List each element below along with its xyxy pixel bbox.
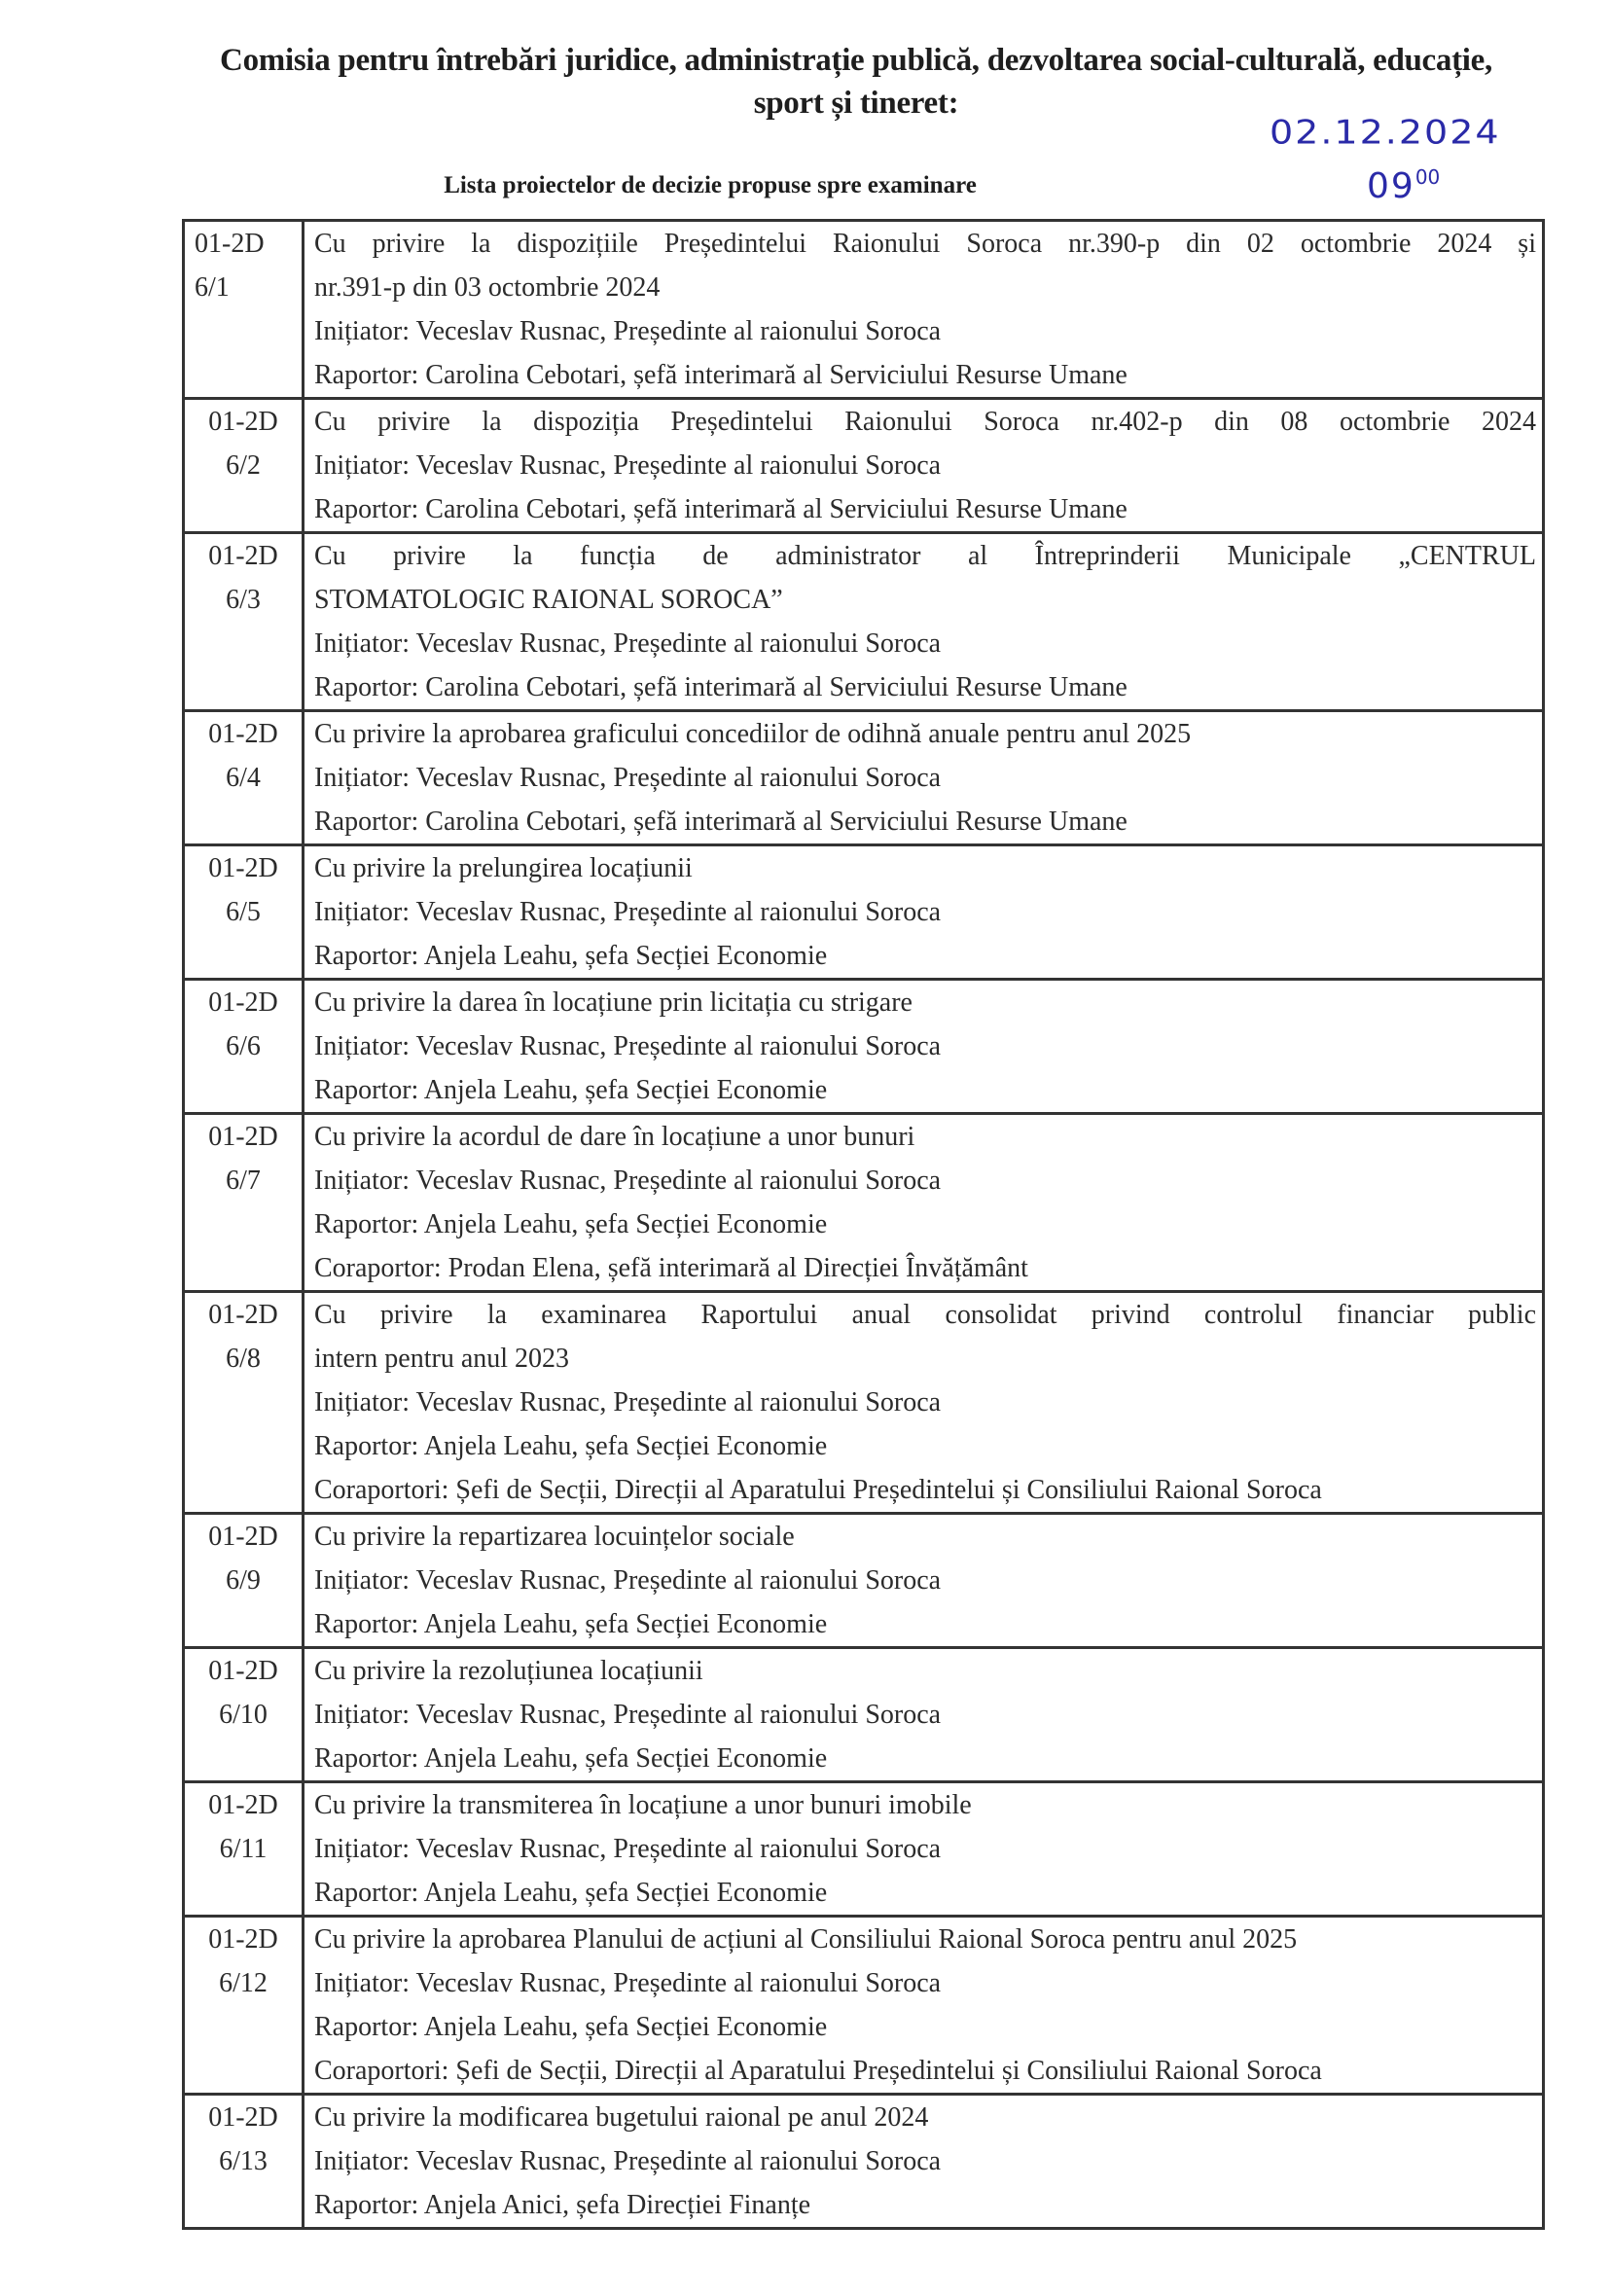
project-number: 6/4 bbox=[226, 763, 261, 793]
handwritten-time bbox=[1367, 165, 1440, 206]
project-code-cell bbox=[184, 533, 304, 711]
project-code: 01-2D bbox=[208, 1122, 278, 1152]
rapporteur-line: Raportor: Anjela Leahu, șefa Secției Economie bbox=[314, 1209, 828, 1239]
project-code: 01-2D bbox=[208, 719, 278, 749]
handwritten-time-hour: 09 bbox=[1367, 166, 1415, 206]
initiator-line: Inițiator: Veceslav Rusnac, Președinte al raionului Soroca bbox=[314, 1834, 942, 1864]
project-code: 01-2D bbox=[208, 1522, 278, 1552]
project-title-line: Cu privire la examinarea Raportului anual consolidat privind controlul financiar public bbox=[314, 1300, 1536, 1330]
project-title-line: Cu privire la transmiterea în locațiune a unor bunuri imobile bbox=[314, 1790, 972, 1820]
table-row bbox=[184, 845, 1544, 980]
project-code-cell bbox=[184, 1782, 304, 1917]
project-code-cell bbox=[184, 1648, 304, 1782]
project-code-cell bbox=[184, 711, 304, 845]
project-description-cell bbox=[304, 1514, 1544, 1648]
project-code: 01-2D bbox=[208, 1656, 278, 1686]
project-title-line: Cu privire la prelungirea locațiunii bbox=[314, 853, 693, 883]
project-code-cell bbox=[184, 399, 304, 533]
co-rapporteur-line: Coraportori: Șefi de Secții, Direcții al Aparatului Președintelui și Consiliului Raional Soroca bbox=[314, 2056, 1322, 2086]
rapporteur-line: Raportor: Anjela Leahu, șefa Secției Economie bbox=[314, 1878, 828, 1908]
co-rapporteur-line: Coraportori: Șefi de Secții, Direcții al Aparatului Președintelui și Consiliului Raional Soroca bbox=[314, 1475, 1322, 1505]
project-title-line: Cu privire la aprobarea graficului concediilor de odihnă anuale pentru anul 2025 bbox=[314, 719, 1192, 749]
project-number: 6/1 bbox=[195, 272, 230, 303]
initiator-line: Inițiator: Veceslav Rusnac, Președinte al raionului Soroca bbox=[314, 1968, 942, 1998]
table-row bbox=[184, 221, 1544, 399]
table-row bbox=[184, 2095, 1544, 2229]
project-code-cell bbox=[184, 1292, 304, 1514]
initiator-line: Inițiator: Veceslav Rusnac, Președinte al raionului Soroca bbox=[314, 1565, 942, 1596]
project-number: 6/7 bbox=[226, 1166, 261, 1196]
project-code-cell bbox=[184, 845, 304, 980]
project-description-cell bbox=[304, 1648, 1544, 1782]
initiator-line: Inițiator: Veceslav Rusnac, Președinte al raionului Soroca bbox=[314, 450, 942, 481]
project-description-cell bbox=[304, 1114, 1544, 1292]
project-description-cell bbox=[304, 533, 1544, 711]
project-code: 01-2D bbox=[208, 407, 278, 437]
project-title-line: Cu privire la modificarea bugetului raional pe anul 2024 bbox=[314, 2102, 929, 2133]
project-code-cell bbox=[184, 1917, 304, 2095]
agenda-table-body bbox=[184, 221, 1544, 2229]
project-title-line: Cu privire la repartizarea locuințelor sociale bbox=[314, 1522, 795, 1552]
project-code: 01-2D bbox=[208, 1790, 278, 1820]
project-description-cell bbox=[304, 1782, 1544, 1917]
project-code-cell bbox=[184, 1514, 304, 1648]
rapporteur-line: Raportor: Anjela Anici, șefa Direcției Finanțe bbox=[314, 2190, 811, 2220]
project-number: 6/3 bbox=[226, 585, 261, 615]
project-code-cell bbox=[184, 1114, 304, 1292]
project-code: 01-2D bbox=[208, 541, 278, 571]
project-code: 01-2D bbox=[208, 2102, 278, 2133]
commission-title: Comisia pentru întrebări juridice, administrație publică, dezvoltarea social-culturală, educație, sport și tineret: bbox=[220, 43, 1492, 121]
project-code: 01-2D bbox=[208, 853, 278, 883]
project-description-cell bbox=[304, 1292, 1544, 1514]
project-description-cell bbox=[304, 980, 1544, 1114]
initiator-line: Inițiator: Veceslav Rusnac, Președinte al raionului Soroca bbox=[314, 1031, 942, 1061]
project-title-line: nr.391-p din 03 octombrie 2024 bbox=[314, 272, 661, 303]
project-description-cell bbox=[304, 2095, 1544, 2229]
initiator-line: Inițiator: Veceslav Rusnac, Președinte al raionului Soroca bbox=[314, 1166, 942, 1196]
project-title-line: Cu privire la darea în locațiune prin licitația cu strigare bbox=[314, 987, 913, 1018]
project-number: 6/5 bbox=[226, 897, 261, 927]
project-number: 6/8 bbox=[226, 1344, 261, 1374]
project-title-line: Cu privire la aprobarea Planului de acțiuni al Consiliului Raional Soroca pentru anul 2025 bbox=[314, 1924, 1298, 1955]
agenda-table bbox=[182, 219, 1545, 2230]
project-title-line: Cu privire la acordul de dare în locațiune a unor bunuri bbox=[314, 1122, 915, 1152]
project-description-cell bbox=[304, 399, 1544, 533]
list-subtitle: Lista proiectelor de decizie propuse spre examinare bbox=[444, 172, 977, 198]
handwritten-date: 02.12.2024 bbox=[1270, 113, 1501, 152]
table-row bbox=[184, 1648, 1544, 1782]
table-row bbox=[184, 399, 1544, 533]
handwritten-time-minutes: 00 bbox=[1414, 165, 1441, 189]
table-row bbox=[184, 1917, 1544, 2095]
project-title-line: intern pentru anul 2023 bbox=[314, 1344, 570, 1374]
project-number: 6/6 bbox=[226, 1031, 261, 1061]
co-rapporteur-line: Coraportor: Prodan Elena, șefă interimară al Direcției Învățământ bbox=[314, 1253, 1028, 1283]
rapporteur-line: Raportor: Anjela Leahu, șefa Secției Economie bbox=[314, 941, 828, 971]
project-number: 6/10 bbox=[219, 1700, 268, 1730]
table-row bbox=[184, 980, 1544, 1114]
project-title-line: Cu privire la dispozițiile Președintelui Raionului Soroca nr.390-p din 02 octombrie 2024 și bbox=[314, 229, 1536, 259]
project-code-cell bbox=[184, 980, 304, 1114]
project-code: 01-2D bbox=[208, 1300, 278, 1330]
rapporteur-line: Raportor: Anjela Leahu, șefa Secției Economie bbox=[314, 1743, 828, 1774]
rapporteur-line: Raportor: Carolina Cebotari, șefă interimară al Serviciului Resurse Umane bbox=[314, 672, 1128, 702]
project-number: 6/13 bbox=[219, 2146, 268, 2176]
project-title-line: Cu privire la dispoziția Președintelui Raionului Soroca nr.402-p din 08 octombrie 2024 bbox=[314, 407, 1536, 437]
rapporteur-line: Raportor: Carolina Cebotari, șefă interimară al Serviciului Resurse Umane bbox=[314, 807, 1128, 837]
project-code-cell bbox=[184, 2095, 304, 2229]
table-row bbox=[184, 1782, 1544, 1917]
initiator-line: Inițiator: Veceslav Rusnac, Președinte al raionului Soroca bbox=[314, 1387, 942, 1417]
table-row bbox=[184, 711, 1544, 845]
project-number: 6/2 bbox=[226, 450, 261, 481]
rapporteur-line: Raportor: Anjela Leahu, șefa Secției Economie bbox=[314, 2012, 828, 2042]
initiator-line: Inițiator: Veceslav Rusnac, Președinte al raionului Soroca bbox=[314, 763, 942, 793]
rapporteur-line: Raportor: Carolina Cebotari, șefă interimară al Serviciului Resurse Umane bbox=[314, 360, 1128, 390]
project-number: 6/11 bbox=[219, 1834, 268, 1864]
project-number: 6/12 bbox=[219, 1968, 268, 1998]
project-description-cell bbox=[304, 845, 1544, 980]
table-row bbox=[184, 533, 1544, 711]
project-code: 01-2D bbox=[195, 229, 265, 259]
rapporteur-line: Raportor: Anjela Leahu, șefa Secției Economie bbox=[314, 1075, 828, 1105]
project-code-cell bbox=[184, 221, 304, 399]
initiator-line: Inițiator: Veceslav Rusnac, Președinte al raionului Soroca bbox=[314, 1700, 942, 1730]
project-number: 6/9 bbox=[226, 1565, 261, 1596]
table-row bbox=[184, 1292, 1544, 1514]
project-description-cell bbox=[304, 711, 1544, 845]
project-code: 01-2D bbox=[208, 987, 278, 1018]
project-description-cell bbox=[304, 1917, 1544, 2095]
table-row bbox=[184, 1514, 1544, 1648]
initiator-line: Inițiator: Veceslav Rusnac, Președinte al raionului Soroca bbox=[314, 897, 942, 927]
project-description-cell bbox=[304, 221, 1544, 399]
project-code: 01-2D bbox=[208, 1924, 278, 1955]
table-row bbox=[184, 1114, 1544, 1292]
rapporteur-line: Raportor: Anjela Leahu, șefa Secției Economie bbox=[314, 1609, 828, 1639]
project-title-line: Cu privire la rezoluțiunea locațiunii bbox=[314, 1656, 703, 1686]
rapporteur-line: Raportor: Anjela Leahu, șefa Secției Economie bbox=[314, 1431, 828, 1461]
initiator-line: Inițiator: Veceslav Rusnac, Președinte al raionului Soroca bbox=[314, 2146, 942, 2176]
rapporteur-line: Raportor: Carolina Cebotari, șefă interimară al Serviciului Resurse Umane bbox=[314, 494, 1128, 524]
initiator-line: Inițiator: Veceslav Rusnac, Președinte al raionului Soroca bbox=[314, 628, 942, 659]
project-title-line: Cu privire la funcția de administrator al Întreprinderii Municipale „CENTRUL bbox=[314, 541, 1536, 571]
initiator-line: Inițiator: Veceslav Rusnac, Președinte al raionului Soroca bbox=[314, 316, 942, 346]
project-title-line: STOMATOLOGIC RAIONAL SOROCA” bbox=[314, 585, 783, 615]
